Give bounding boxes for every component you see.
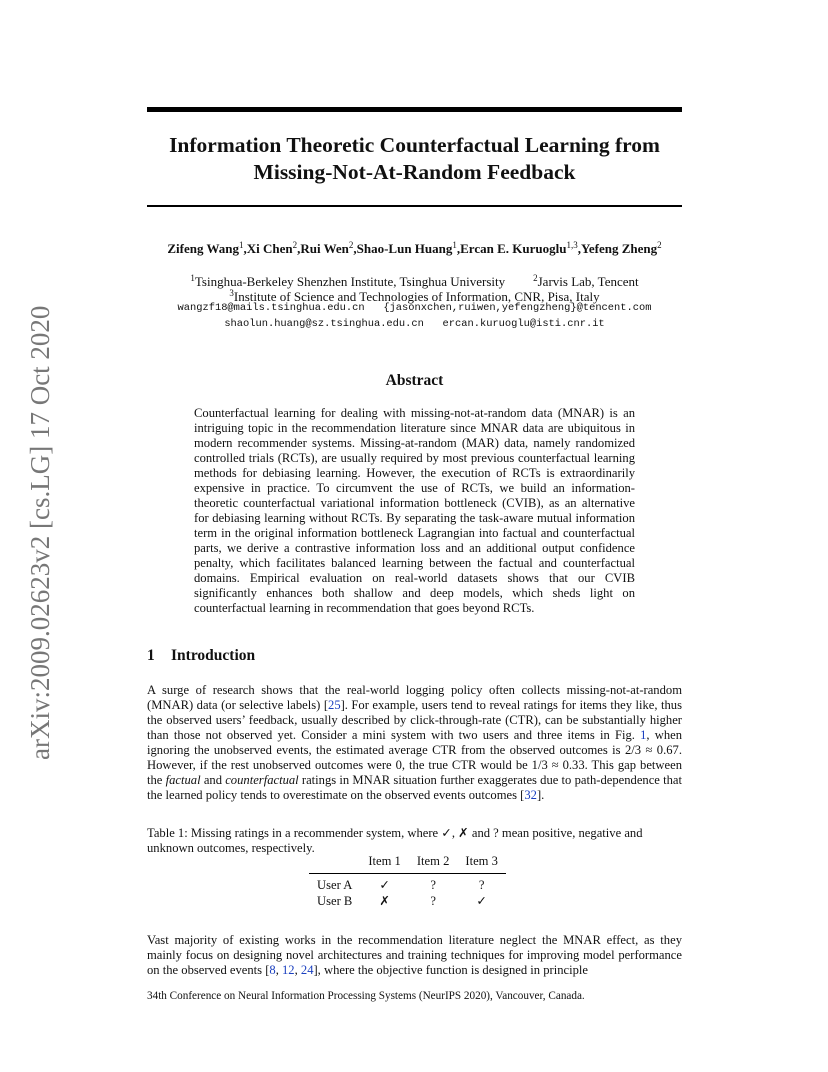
table-cell: ?	[457, 874, 506, 894]
table-caption	[147, 826, 682, 856]
intro-paragraph	[147, 683, 682, 803]
table-caption-line-2: unknown outcomes, respectively.	[147, 841, 315, 855]
author-name: Yefeng Zheng	[580, 241, 658, 256]
table-cell: ?	[430, 893, 436, 908]
table-cell: ✓	[476, 894, 487, 908]
email-line-2: shaolun.huang@sz.tsinghua.edu.cn ercan.kuruoglu@isti.cnr.it	[224, 318, 605, 330]
abstract-body: Counterfactual learning for dealing with missing-not-at-random data (MNAR) is an intriguing topic in the recommendation literature since MNAR data are ubiquitous in modern recommender systems. Missing-at-random (MAR) data, namely randomized controlled trials (RCTs), are usually required by most previous counterfactual learning methods for debiasing learning. However, the execution of RCTs is extraordinarily expensive in practice. To circumvent the use of RCTs, we build an information-theoretic counterfactual variational information bottleneck (CVIB), as an alternative for debiasing learning without RCTs. By separating the task-aware mutual information term in the original information bottleneck Lagrangian into factual and counterfactual parts, we derive a contrastive information loss and an additional output confidence penalty, which facilitates balanced learning between the factual and counterfactual domains. Empirical evaluation on real-world datasets shows that our CVIB significantly enhances both shallow and deep models, which sheds light on counterfactual learning in recommendation that goes beyond RCTs.	[194, 406, 635, 615]
paper-title	[147, 132, 682, 186]
author-affil-sup: 1,3	[566, 240, 578, 250]
text-run: and	[200, 773, 226, 787]
text-run: ,	[275, 963, 282, 977]
table-cell: ?	[409, 874, 458, 894]
author-affil-sup: 2	[348, 240, 354, 250]
affiliation-tencent: Jarvis Lab, Tencent	[537, 274, 639, 289]
affil-sup: 1	[190, 273, 195, 283]
conference-footnote: 34th Conference on Neural Information Processing Systems (NeurIPS 2020), Vancouver, Canada.	[147, 990, 585, 1002]
author-affil-sup: 1	[452, 240, 457, 250]
text-run: , when ignoring the unobserved events, the estimated average CTR from the observed outcomes is 2/3 ≈ 0.67. However, if the rest unobserved outcomes were 0, the true CTR would be 1/3 ≈ 0.33. This gap between the	[147, 728, 682, 787]
missing-ratings-table	[309, 854, 506, 909]
citation-link[interactable]: 32	[524, 788, 537, 802]
text-run: Vast majority of existing works in the recommendation literature neglect the MNAR effect, as they mainly focus on designing novel architectures and training techniques for improving model performance on the observed events [	[147, 933, 682, 977]
table-header-cell: Item 3	[465, 854, 498, 868]
text-run: ratings in MNAR situation further exaggerates due to path-dependence that the learned policy tends to overestimate on the observed events outcomes [	[147, 773, 682, 802]
email-line-1: wangzf18@mails.tsinghua.edu.cn {jasonxchen,ruiwen,yefengzheng}@tencent.com	[177, 302, 652, 314]
abstract-heading: Abstract	[385, 372, 444, 389]
author-name: Shao-Lun Huang	[356, 241, 453, 256]
citation-link[interactable]: 25	[328, 698, 341, 712]
author-name: Rui Wen	[300, 241, 349, 256]
table-caption-line-1: Table 1: Missing ratings in a recommender system, where ✓, ✗ and ? mean positive, negative and	[147, 826, 643, 840]
author-list: Zifeng Wang$^1$,Xi Chen$^2$,Rui Wen$^2$,Shao-Lun Huang$^1$,Ercan E. Kuruoglu$^{1,3}$,Yefeng Zheng$^2$	[167, 240, 662, 256]
title-top-rule	[147, 107, 682, 112]
author-affil-sup: 2	[657, 240, 662, 250]
table-header-cell	[309, 854, 360, 874]
section-title: Introduction	[171, 647, 256, 664]
text-run: A surge of research shows that the real-world logging policy often collects missing-not-at-random (MNAR) data (or selective labels) [	[147, 683, 682, 712]
table-header-row	[309, 854, 506, 874]
affil-sup: 3	[229, 288, 234, 298]
section-number: 1	[147, 647, 155, 664]
table-cell: User A	[309, 874, 360, 894]
table-cell: ✓	[360, 874, 409, 894]
table-cell: User B	[317, 893, 353, 908]
text-run: ]. For example, users tend to reveal ratings for items they like, thus the observed users’ feedback, usually described by click-through-rate (CTR), can be substantially higher than those not observed yet. Consider a mini system with two users and three items in Fig.	[147, 698, 682, 742]
text-run: ].	[536, 788, 545, 802]
section-heading-introduction	[147, 647, 255, 665]
emphasis: factual	[165, 773, 201, 787]
table-row	[309, 893, 506, 909]
title-bottom-rule	[147, 205, 682, 207]
author-name: Xi Chen	[246, 241, 293, 256]
author-affil-sup: 2	[292, 240, 298, 250]
emphasis: counterfactual	[225, 773, 299, 787]
title-line-1: Information Theoretic Counterfactual Learning from	[169, 133, 660, 157]
affiliation-cnr: Institute of Science and Technologies of Information, CNR, Pisa, Italy	[233, 289, 600, 304]
table-cell: ✗	[379, 894, 390, 908]
arxiv-sidebar-stamp: arXiv:2009.02623v2 [cs.LG] 17 Oct 2020	[25, 305, 55, 760]
figure-ref-link[interactable]: 1	[640, 728, 647, 742]
text-run: ], where the objective function is designed in principle	[313, 963, 589, 977]
table-header-cell: Item 1	[368, 854, 401, 868]
author-affil-sup: 1	[238, 240, 244, 250]
citation-link[interactable]: 12	[282, 963, 295, 977]
citation-link[interactable]: 24	[300, 963, 314, 977]
citation-link[interactable]: 8	[269, 963, 276, 977]
affil-sup: 2	[533, 273, 538, 283]
body-paragraph-2	[147, 933, 682, 978]
text-run: ,	[294, 963, 301, 977]
author-name: Zifeng Wang	[167, 241, 239, 256]
table-row	[309, 874, 506, 894]
author-name: Ercan E. Kuruoglu	[460, 241, 567, 256]
title-line-2: Missing-Not-At-Random Feedback	[253, 160, 576, 184]
affiliation-tsinghua: Tsinghua-Berkeley Shenzhen Institute, Tsinghua University	[194, 274, 506, 289]
table-header-cell: Item 2	[416, 854, 450, 868]
